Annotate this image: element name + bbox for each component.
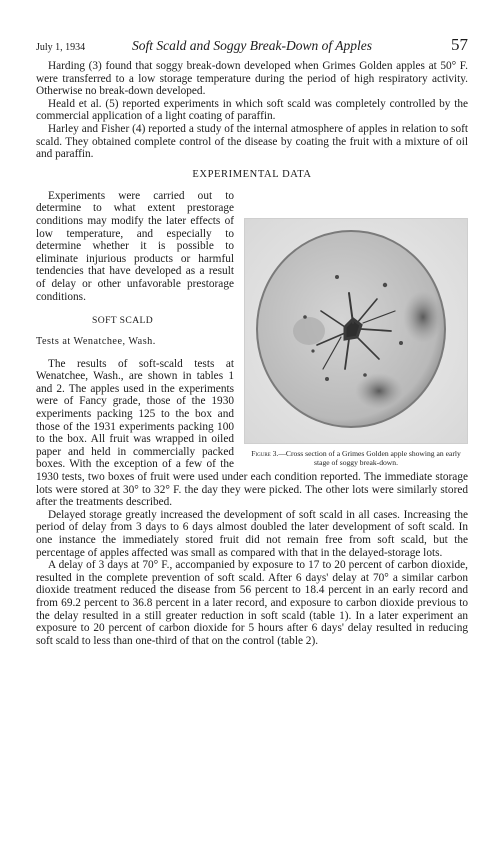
page xyxy=(36,34,468,647)
header-date: July 1, 1934 xyxy=(36,42,86,53)
paragraph-experiments: Experiments were carried out to determine to what extent prestorage conditions may modify the later effects of low temperature, and especially to determine whether it is possible to eliminate injurious products or harmful tendencies that have developed as a result of delay or other unfavorable prestorage conditions. xyxy=(36,189,234,303)
figure-image xyxy=(244,218,468,444)
page-number: 57 xyxy=(451,35,468,54)
subheading-tests-wenatchee: Tests at Wenatchee, Wash. xyxy=(36,336,156,348)
apple-cross-section-image xyxy=(245,219,467,443)
paragraph-heald: Heald et al. (5) reported experiments in which soft scald was completely controlled by the commercial application of a light coating of paraffin. xyxy=(36,97,468,123)
figure-caption xyxy=(244,449,468,467)
paragraph-harley: Harley and Fisher (4) reported a study of the internal atmosphere of apples in relation to soft scald. They obtained complete control of the disease by coating the fruit with a mixture of oil and paraffin. xyxy=(36,122,468,161)
paragraph-tests: The results of soft-scald tests at Wenatchee, Wash., are shown in tables 1 and 2. The apples used in the experiments were of Fancy grade, those of the 1930 experiments packing 125 to the box and those of the 1931 experiments packing 100 to the box. All fruit was wrapped in oiled paper and held in commercially packed boxes. With the exception of a few of the 1930 tests, two boxes of fruit were used under each condition reported. The immediate storage lots were stored at 30° to 32° F. the day they were picked. The other lots were similarly stored after the treatments described. xyxy=(36,357,468,509)
paragraph-delayed-storage: Delayed storage greatly increased the development of soft scald in all cases. Increasing the period of delay from 3 days to 6 days almost doubled the later development of soft scald. In one instance the immediately stored fruit did not remain free from soft scald, but the percentage of apples affected was small as compared with that in the delayed-storage lots. xyxy=(36,508,468,559)
paragraph-harding: Harding (3) found that soggy break-down developed when Grimes Golden apples at 50° F. were transferred to a low storage temperature during the period of high respiratory activity. Otherwise no break-down developed. xyxy=(36,60,468,98)
running-header xyxy=(36,34,468,60)
figure-label: Figure 3. xyxy=(251,448,279,458)
figure-caption-text: —Cross section of a Grimes Golden apple showing an early stage of soggy break-down. xyxy=(278,448,461,467)
paragraph-carbon-dioxide: A delay of 3 days at 70° F., accompanied by exposure to 17 to 20 percent of carbon dioxide, resulted in the complete prevention of soft scald. After 6 days' delay at 70° a similar carbon dioxide treatment reduced the disease from 56 percent to 18.4 percent in an early record and from 69.2 percent to 36.8 percent in a later record, and exposure to carbon dioxide previous to the delay resulted in a still greater reduction in soft scald (table 1). In a later experiment an exposure to 20 percent of carbon dioxide for 5 hours after 6 days' delay resulted in reducing soft scald to less than one-third of that on the control (table 2). xyxy=(36,559,468,647)
section-heading: EXPERIMENTAL DATA xyxy=(192,168,312,180)
subheading-soft-scald: SOFT SCALD xyxy=(92,315,154,327)
figure-3 xyxy=(244,218,468,467)
header-title: Soft Scald and Soggy Break-Down of Apples xyxy=(132,38,372,53)
